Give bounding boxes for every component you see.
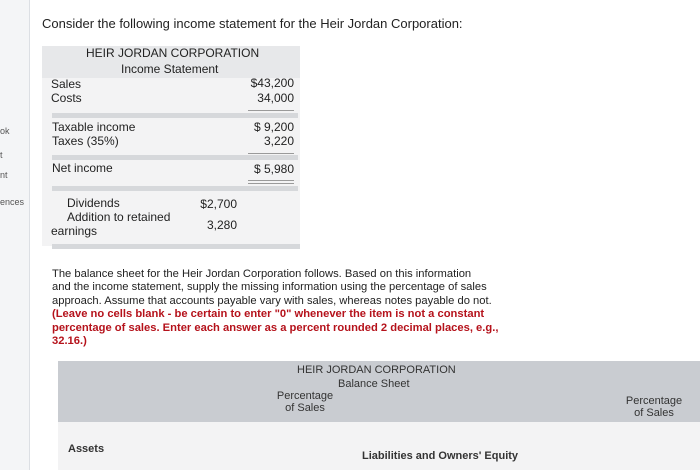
pct-header-line: of Sales	[285, 402, 325, 414]
subtotal-rule	[248, 153, 294, 154]
net-income-value: $ 5,980	[253, 162, 294, 176]
section-divider	[52, 113, 298, 118]
assets-heading: Assets	[68, 443, 105, 455]
sales-label: Sales	[51, 77, 82, 91]
balance-sheet-company: HEIR JORDAN CORPORATION	[297, 364, 456, 376]
section-divider	[52, 244, 300, 249]
total-double-rule	[248, 183, 294, 184]
pct-header-line: Percentage	[625, 395, 683, 407]
retained-value: 3,280	[206, 218, 237, 232]
total-double-rule	[248, 180, 294, 181]
income-statement-company: HEIR JORDAN CORPORATION	[86, 46, 260, 60]
paragraph-line: The balance sheet for the Heir Jordan Corporation follows. Based on this information	[52, 268, 472, 280]
sidebar-item[interactable]: ok	[0, 126, 10, 136]
pct-header-line: Percentage	[276, 390, 334, 402]
income-statement-title: Income Statement	[121, 62, 219, 76]
sidebar-item[interactable]: nt	[0, 170, 8, 180]
net-income-label: Net income	[52, 161, 113, 175]
dividends-label: Dividends	[67, 196, 120, 210]
sidebar-item[interactable]: ences	[0, 197, 25, 207]
instruction-bold-line: percentage of sales. Enter each answer as a percent rounded 2 decimal places, e.g.,	[52, 321, 499, 334]
pct-of-sales-header-left	[270, 390, 340, 414]
sidebar	[0, 0, 30, 470]
instructions-paragraph	[52, 268, 528, 348]
paragraph-line: and the income statement, supply the missing information using the percentage of sales	[52, 281, 487, 294]
retained-label-line2: earnings	[51, 224, 98, 238]
costs-value: 34,000	[257, 91, 294, 105]
taxes-label: Taxes (35%)	[52, 134, 119, 148]
section-divider	[52, 186, 298, 191]
instruction-bold-line: 32.16.)	[52, 335, 87, 348]
retained-label-line1: Addition to retained	[67, 210, 171, 224]
taxable-income-value: $ 9,200	[253, 120, 294, 134]
costs-label: Costs	[51, 91, 82, 105]
pct-of-sales-header-right	[618, 395, 690, 419]
taxes-value: 3,220	[263, 134, 294, 148]
section-divider	[52, 155, 298, 160]
taxable-income-label: Taxable income	[52, 120, 136, 134]
question-intro: Consider the following income statement for the Heir Jordan Corporation:	[42, 16, 463, 31]
liabilities-heading: Liabilities and Owners' Equity	[362, 450, 519, 462]
balance-sheet-title: Balance Sheet	[338, 378, 410, 390]
subtotal-rule	[248, 110, 294, 111]
pct-header-line: of Sales	[634, 407, 674, 419]
paragraph-line: approach. Assume that accounts payable vary with sales, whereas notes payable do not.	[52, 294, 492, 307]
sales-value: $43,200	[250, 76, 294, 90]
instruction-bold-line: (Leave no cells blank - be certain to enter "0" whenever the item is not a constant	[52, 308, 485, 321]
dividends-value: $2,700	[200, 197, 237, 211]
sidebar-item[interactable]: t	[0, 150, 3, 160]
balance-sheet-body	[58, 422, 700, 470]
